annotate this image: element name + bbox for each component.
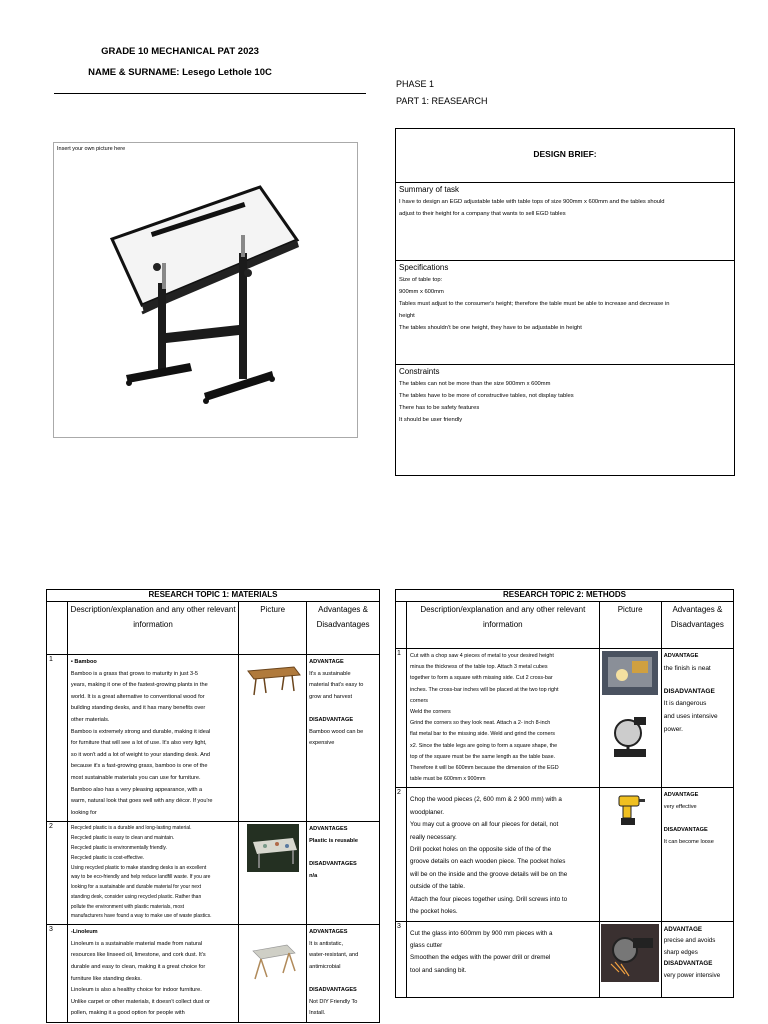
dis-line: It can become loose: [663, 838, 714, 845]
recycled-plastic-desk-image: [247, 824, 299, 872]
design-brief-box: [395, 128, 735, 476]
dis-line: and uses intensive: [663, 713, 718, 721]
desc-line: pollen, making it a good option for people with: [70, 1010, 185, 1017]
methods-picture: [599, 788, 661, 921]
spec-line: Tables must adjust to the consumer's height; therefore the table must be able to increase and decrease in: [399, 301, 670, 307]
materials-desc: [67, 925, 238, 1023]
adv-line: the finish is neat: [663, 664, 711, 672]
disadvantage-label: DISADVANTAGE: [663, 960, 713, 968]
summary-heading: Summary of task: [399, 185, 460, 194]
disadvantage-label: DISADVANTAGE: [663, 687, 715, 695]
desc-line: Linoleum is a sustainable material made from natural: [70, 940, 203, 947]
materials-table: [46, 589, 380, 1023]
methods-desc: [407, 921, 600, 997]
dis-line: Install.: [309, 1010, 326, 1017]
desc-line: Linoleum is also a healthy choice for indoor furniture.: [70, 987, 202, 994]
spec-line: height: [399, 313, 415, 319]
summary-text: [399, 196, 734, 220]
desc-line: minus the thickness of the table top. Attach 3 metal cubes: [410, 664, 548, 671]
desc-line: Cut the glass into 600mm by 900 mm pieces with a: [410, 929, 553, 937]
advantage-label: ADVANTAGE: [663, 925, 703, 933]
desc-line: way to be eco-friendly and help reduce landfill waste. If you are: [70, 874, 211, 881]
desc-line: pollute the environment with plastic materials, most: [70, 903, 184, 910]
desc-line: top of the square must be the same length as the table base.: [410, 753, 556, 760]
dis-line: n/a: [309, 872, 318, 879]
desc-line: furniture like standing desks.: [70, 975, 142, 982]
desc-line: Chop the wood pieces (2, 600 mm & 2 900 mm) with a: [410, 796, 562, 804]
dremel-sanding-image: [601, 924, 659, 982]
spec-line: 900mm x 600mm: [399, 289, 444, 295]
desc-line: Recycled plastic is a durable and long-lasting material.: [70, 825, 192, 832]
constraints-section: [396, 364, 734, 475]
bamboo-table-image: [244, 657, 302, 697]
desc-line: Bamboo is extremely strong and durable, making it ideal: [70, 728, 211, 735]
spec-line: Size of table top:: [399, 277, 443, 283]
desc-line: Cut with a chop saw 4 pieces of metal to your desired height: [410, 653, 554, 659]
constraint-line: The tables have to be more of constructive tables, not display tables: [399, 393, 574, 399]
drafting-table-image: [54, 143, 357, 437]
methods-desc: [407, 788, 600, 921]
materials-adv: [307, 925, 380, 1023]
row-number: 3: [47, 925, 68, 1023]
row-number: 2: [396, 788, 407, 921]
desc-line: Recycled plastic is environmentally friendly.: [70, 844, 167, 851]
desc-line: most sustainable materials you can use for furniture.: [70, 774, 201, 781]
materials-picture: [239, 822, 307, 925]
desc-line: Bamboo also has a very pleasing appearance, with a: [70, 786, 203, 793]
materials-row: [47, 822, 380, 925]
desc-line: manufacturers have found a way to make use of waste plastics.: [70, 913, 212, 920]
desc-line: tool and sanding bit.: [410, 966, 467, 974]
dis-line: Not DIY Friendly To: [309, 998, 358, 1005]
methods-picture: [599, 649, 661, 788]
desc-line: glass cutter: [410, 941, 443, 949]
desc-line: will be on the inside and the groove details will be on the: [410, 870, 568, 878]
desc-line: world. It is a great alternative to conventional wood for: [70, 693, 205, 700]
methods-desc: [407, 649, 600, 788]
adv-line: very effective: [663, 804, 697, 811]
disadvantage-label: DISADVANTAGE: [663, 827, 708, 834]
material-heading: -Linoleum: [70, 929, 98, 936]
desc-line: looking for a sustainable and durable material for your next: [70, 884, 201, 891]
spec-line: The tables shouldn't be one height, they have to be adjustable in height: [399, 325, 582, 331]
dis-line: power.: [663, 726, 683, 734]
specifications-heading: Specifications: [399, 263, 449, 272]
disadvantage-label: DISADVANTAGES: [309, 861, 357, 868]
methods-row: [396, 788, 734, 921]
desc-line: flat metal bar to the missing side. Weld and grind the corners: [410, 731, 555, 738]
materials-title: RESEARCH TOPIC 1: MATERIALS: [47, 590, 380, 602]
desc-line: together to form a square with missing side. Cut 2 cross-bar: [410, 675, 553, 682]
student-name: NAME & SURNAME: Lesego Lethole 10C: [88, 67, 272, 78]
summary-line: I have to design an EGD adjustable table with table tops of size 900mm x 600mm and the tables should: [399, 199, 665, 205]
part-label: PART 1: REASEARCH: [396, 96, 488, 106]
desc-line: x2. Since the table legs are going to form a square shape, the: [410, 742, 558, 749]
picture-box: [53, 142, 358, 438]
welding-image: [602, 651, 658, 695]
materials-adv-header: Advantages & Disadvantages: [307, 602, 380, 655]
desc-line: Recycled plastic is cost-effective.: [70, 854, 145, 861]
adv-line: antimicrobial: [309, 964, 341, 971]
methods-title: RESEARCH TOPIC 2: METHODS: [396, 590, 734, 602]
adv-line: It's a sustainable: [309, 670, 351, 677]
specifications-text: [399, 274, 734, 334]
row-number: 1: [47, 655, 68, 822]
advantage-label: ADVANTAGE: [663, 653, 699, 659]
advantage-label: ADVANTAGE: [309, 659, 344, 665]
materials-picture: [239, 655, 307, 822]
methods-table: [395, 589, 734, 998]
materials-picture-header: Picture: [239, 602, 307, 655]
design-brief-title: DESIGN BRIEF:: [533, 149, 597, 159]
desc-line: looking for: [70, 809, 97, 816]
materials-desc-header: Description/explanation and any other relevant information: [67, 602, 238, 655]
materials-adv: [307, 655, 380, 822]
desc-line: Using recycled plastic to make standing desks is an excellent: [70, 864, 207, 871]
linoleum-table-image: [249, 939, 297, 983]
desc-line: building standing desks, and it has many benefits over: [70, 705, 206, 712]
methods-adv-header: Advantages & Disadvantages: [661, 602, 733, 649]
dis-line: Bamboo wood can be: [309, 728, 364, 735]
adv-line: sharp edges: [663, 948, 698, 956]
methods-adv: [661, 788, 733, 921]
adv-line: material that's easy to: [309, 682, 364, 689]
adv-line: Plastic is reusable: [309, 837, 358, 844]
methods-adv: [661, 921, 733, 997]
adv-line: grow and harvest: [309, 693, 353, 700]
desc-line: corners: [410, 697, 429, 704]
desc-line: years, making it one of the fastest-growing plants in the: [70, 682, 208, 689]
advantage-label: ADVANTAGES: [309, 826, 348, 833]
summary-section: [396, 182, 734, 260]
desc-line: table must be 600mm x 900mm: [410, 776, 486, 783]
methods-adv: [661, 649, 733, 788]
desc-line: other materials.: [70, 716, 110, 723]
methods-desc-header: Description/explanation and any other relevant information: [407, 602, 600, 649]
desc-line: Therefore it will be 600mm because the dimension of the EGD: [410, 765, 559, 772]
materials-row: [47, 655, 380, 822]
disadvantage-label: DISADVANTAGES: [309, 987, 357, 994]
page-title: GRADE 10 MECHANICAL PAT 2023: [101, 46, 259, 57]
desc-line: inches. The cross-bar inches will be placed at the two top right: [410, 686, 559, 693]
constraints-heading: Constraints: [399, 367, 440, 376]
advantage-label: ADVANTAGES: [309, 929, 348, 936]
material-heading: • Bamboo: [70, 659, 97, 665]
desc-line: for furniture that will see a lot of use. It's also very light,: [70, 740, 207, 747]
desc-line: so it won't add a lot of weight to your standing desk. And: [70, 751, 211, 758]
specifications-section: [396, 260, 734, 365]
desc-line: Recycled plastic is easy to clean and maintain.: [70, 835, 175, 842]
phase-label: PHASE 1: [396, 79, 435, 89]
desc-line: Weld the corners: [410, 709, 451, 716]
title-underline: [54, 93, 366, 94]
picture-caption: Insert your own picture here: [57, 146, 126, 152]
summary-line: adjust to their height for a company that wants to sell EGD tables: [399, 211, 566, 217]
desc-line: groove details on each wooden piece. The pocket holes: [410, 858, 566, 866]
desc-line: really necessary.: [410, 833, 457, 841]
row-number: 2: [47, 822, 68, 925]
dis-line: expensive: [309, 740, 335, 747]
row-number: 3: [396, 921, 407, 997]
desc-line: standing desk, consider using recycled plastic. Rather than: [70, 893, 202, 900]
materials-desc: [67, 822, 238, 925]
dis-line: It is dangerous: [663, 700, 707, 708]
adv-line: precise and avoids: [663, 937, 716, 945]
desc-line: resources like linseed oil, limestone, and cork dust. It's: [70, 952, 206, 959]
disadvantage-label: DISADVANTAGE: [309, 716, 354, 723]
row-number: 1: [396, 649, 407, 788]
constraint-line: It should be user friendly: [399, 417, 463, 423]
desc-line: Bamboo is a grass that grows to maturity in just 3-5: [70, 670, 199, 677]
desc-line: durable and easy to clean, making it a great choice for: [70, 964, 206, 971]
desc-line: outside of the table.: [410, 883, 465, 891]
desc-line: Attach the four pieces together using. Drill screws into to: [410, 895, 568, 903]
adv-line: It is antistatic,: [309, 940, 344, 947]
desc-line: Smoothen the edges with the power drill or dremel: [410, 954, 551, 962]
chop-saw-image: [610, 713, 650, 763]
desc-line: because it's a fast-growing grass, bamboo is one of the: [70, 763, 208, 770]
desc-line: Drill pocket holes on the opposite side of the of the: [410, 846, 552, 854]
constraint-line: There has to be safety features: [399, 405, 480, 411]
desc-line: Unlike carpet or other materials, it doesn't collect dust or: [70, 998, 210, 1005]
methods-row: [396, 649, 734, 788]
desc-line: woodplaner.: [410, 808, 444, 816]
methods-picture: [599, 921, 661, 997]
methods-picture-header: Picture: [599, 602, 661, 649]
dis-line: very power intensive: [663, 971, 721, 979]
desc-line: Grind the corners so they look neat. Attach a 2- inch 8-inch: [410, 720, 551, 727]
advantage-label: ADVANTAGE: [663, 792, 699, 799]
power-drill-image: [615, 792, 645, 826]
constraint-line: The tables can not be more than the size 900mm x 600mm: [399, 381, 551, 387]
adv-line: water-resistant, and: [309, 952, 359, 959]
methods-row: [396, 921, 734, 997]
desc-line: You may cut a groove on all four pieces for detail, not: [410, 821, 559, 829]
materials-row: [47, 925, 380, 1023]
constraints-text: [399, 378, 734, 426]
materials-desc: [67, 655, 238, 822]
materials-adv: [307, 822, 380, 925]
materials-picture: [239, 925, 307, 1023]
desc-line: warm, natural look that goes well with any décor. If you're: [70, 798, 213, 805]
desc-line: the pocket holes.: [410, 908, 458, 916]
